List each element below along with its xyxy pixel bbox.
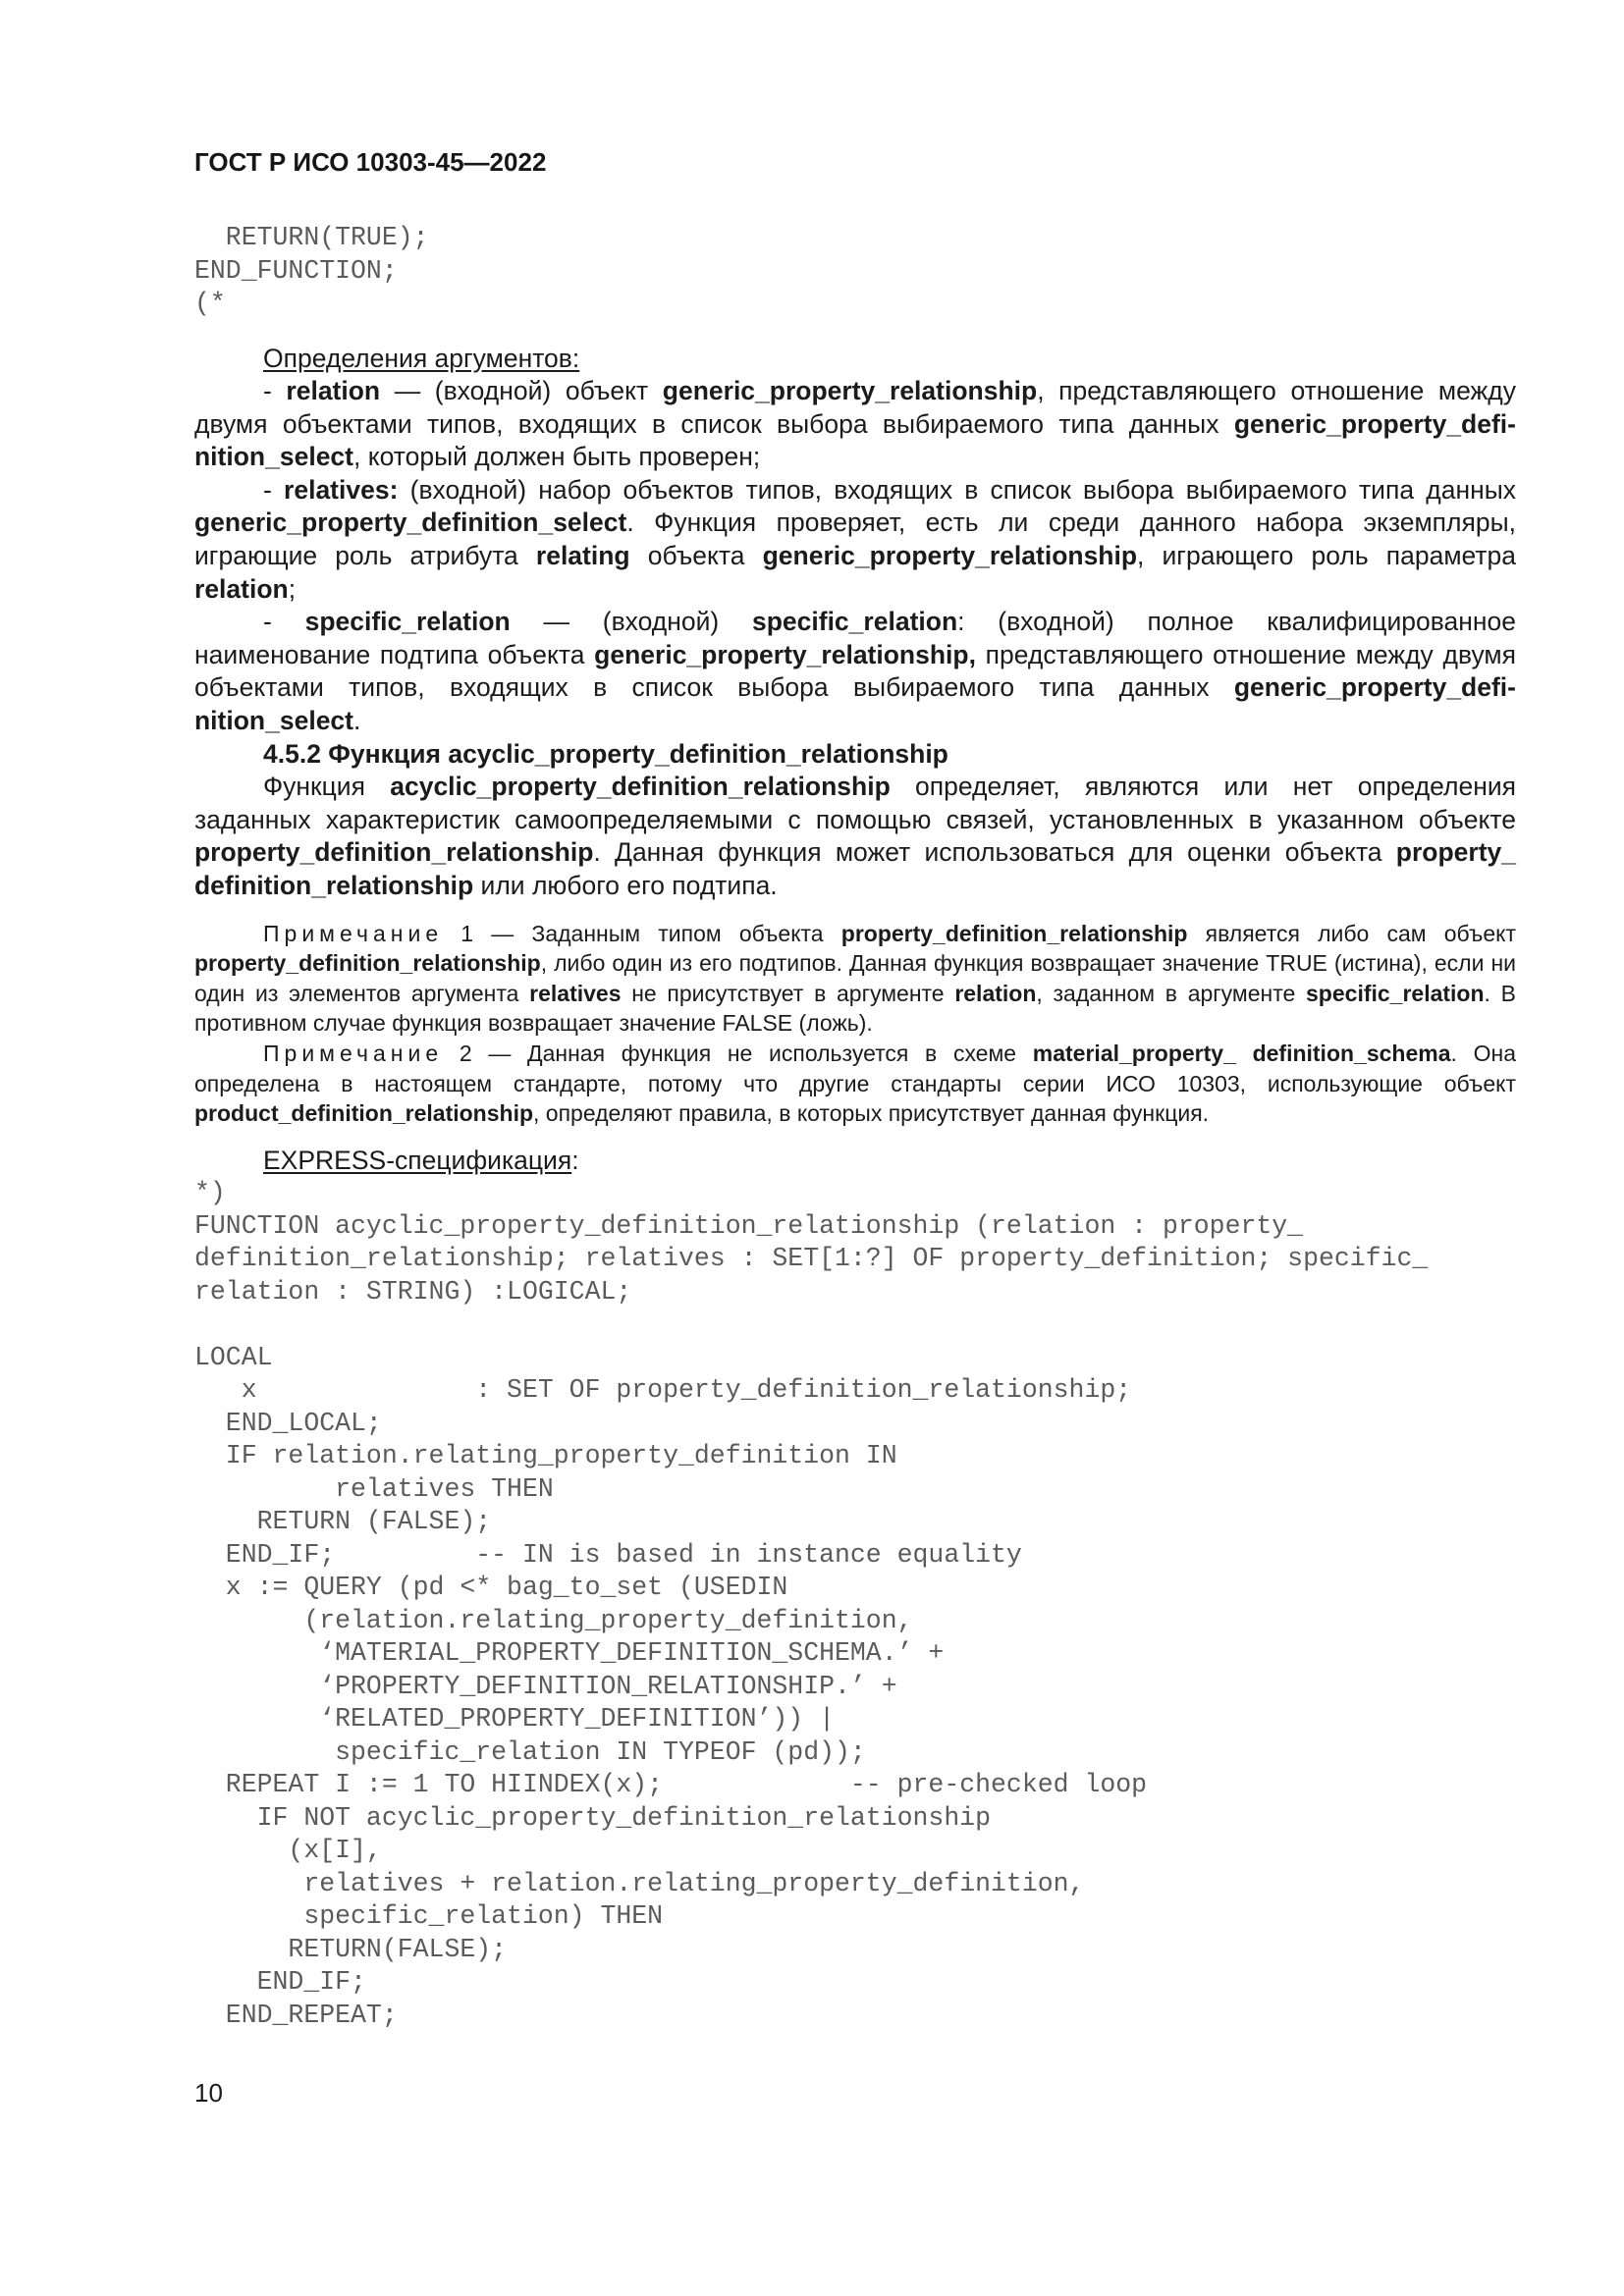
arguments-heading: Определения аргументов: — [263, 343, 580, 373]
code-line: specific_relation) THEN — [194, 1901, 664, 1932]
code-line: ‘RELATED_PROPERTY_DEFINITION’)) | — [194, 1704, 836, 1735]
code-line: IF relation.relating_property_definition IN — [194, 1441, 897, 1471]
argument-relatives: - relatives: (входной) набор объектов типов, входящих в список выбора выбираемого типа данных generic_property_definition_select. Функция проверяет, есть ли среди данного набора экземпляры, играющие роль атрибута relating объекта generic_property_relationship, играющего роль параметра relation; — [194, 474, 1517, 604]
argument-specific-relation: - specific_relation — (входной) specific_relation: (входной) полное квалифицированное наименование подтипа объекта generic_property_relationship, представляющего отношение между двумя объектами типов, входящих в список выбора выбираемого типа данных generic_property_defi-nition_select. — [194, 607, 1517, 736]
code-line: FUNCTION acyclic_property_definition_relationship (relation : property_ — [194, 1210, 1304, 1241]
code-line: (relation.relating_property_definition, — [194, 1605, 913, 1635]
express-heading: EXPRESS-спецификация: — [263, 1145, 579, 1175]
code-line: (x[I], — [194, 1836, 382, 1866]
code-block-main — [194, 1177, 1516, 2032]
running-header: ГОСТ Р ИСО 10303-45—2022 — [194, 147, 547, 177]
code-line: specific_relation IN TYPEOF (pd)); — [194, 1736, 866, 1767]
code-line: relation : STRING) :LOGICAL; — [194, 1276, 632, 1307]
note-1: Примечание 1 — Заданным типом объекта property_definition_relationship является либо сам объект property_definition_relationship, либо один из его подтипов. Данная функция возвращает значение TRUE (истина), если ни один из элементов аргумента relatives не присутствует в аргументе relation, заданном в аргументе specific_relation. В противном случае функция возвращает значение FALSE (ложь). — [194, 920, 1517, 1037]
code-line: RETURN(TRUE); — [194, 223, 429, 252]
code-line: IF NOT acyclic_property_definition_relationship — [194, 1802, 992, 1833]
code-line: END_IF; — [194, 1967, 366, 1998]
code-line: RETURN(FALSE); — [194, 1934, 508, 1964]
code-block-top — [194, 222, 1516, 321]
code-line: END_LOCAL; — [194, 1408, 382, 1438]
code-line: relatives + relation.relating_property_definition, — [194, 1868, 1085, 1898]
code-line: END_IF; -- IN is based in instance equality — [194, 1539, 1022, 1570]
code-line: RETURN (FALSE); — [194, 1507, 492, 1537]
argument-relation: - relation — (входной) объект generic_property_relationship, представляющего отношение между двумя объектами типов, входящих в список выбора выбираемого типа данных generic_property_defi-nition_select, который должен быть проверен; — [194, 376, 1516, 472]
code-line: ‘PROPERTY_DEFINITION_RELATIONSHIP.’ + — [194, 1671, 897, 1701]
code-line: END_REPEAT; — [194, 2000, 398, 2030]
code-line: x : SET OF property_definition_relationship; — [194, 1375, 1132, 1406]
code-line: x := QUERY (pd <* bag_to_set (USEDIN — [194, 1573, 788, 1603]
code-line: definition_relationship; relatives : SET[1:?] OF property_definition; specific_ — [194, 1244, 1429, 1274]
section-title: 4.5.2 Функция acyclic_property_definition_relationship — [263, 738, 948, 769]
code-line: LOCAL — [194, 1342, 273, 1372]
code-line: END_FUNCTION; — [194, 255, 398, 286]
code-line: REPEAT I := 1 TO HIINDEX(x); -- pre-checked loop — [194, 1770, 1148, 1800]
code-line: ‘MATERIAL_PROPERTY_DEFINITION_SCHEMA.’ + — [194, 1638, 945, 1669]
page-number: 10 — [194, 2078, 223, 2108]
page-content — [194, 222, 1516, 2032]
note-2: Примечание 2 — Данная функция не используется в схеме material_property_ definition_schema. Она определена в настоящем стандарте, потому что другие стандарты серии ИСО 10303, использующие объект product_definition_relationship, определяют правила, в которых присутствует данная функция. — [194, 1040, 1516, 1127]
argument-definitions — [194, 343, 1516, 738]
section-paragraph: Функция acyclic_property_definition_relationship определяет, являются или нет определения заданных характеристик самоопределяемыми с помощью связей, установленных в указанном объекте property_definition_relationship. Данная функция может использоваться для оценки объекта property_ definition_relationship или любого его подтипа. — [194, 772, 1516, 900]
code-line: (* — [194, 289, 226, 318]
code-line: *) — [194, 1178, 226, 1208]
code-line: relatives THEN — [194, 1473, 554, 1504]
